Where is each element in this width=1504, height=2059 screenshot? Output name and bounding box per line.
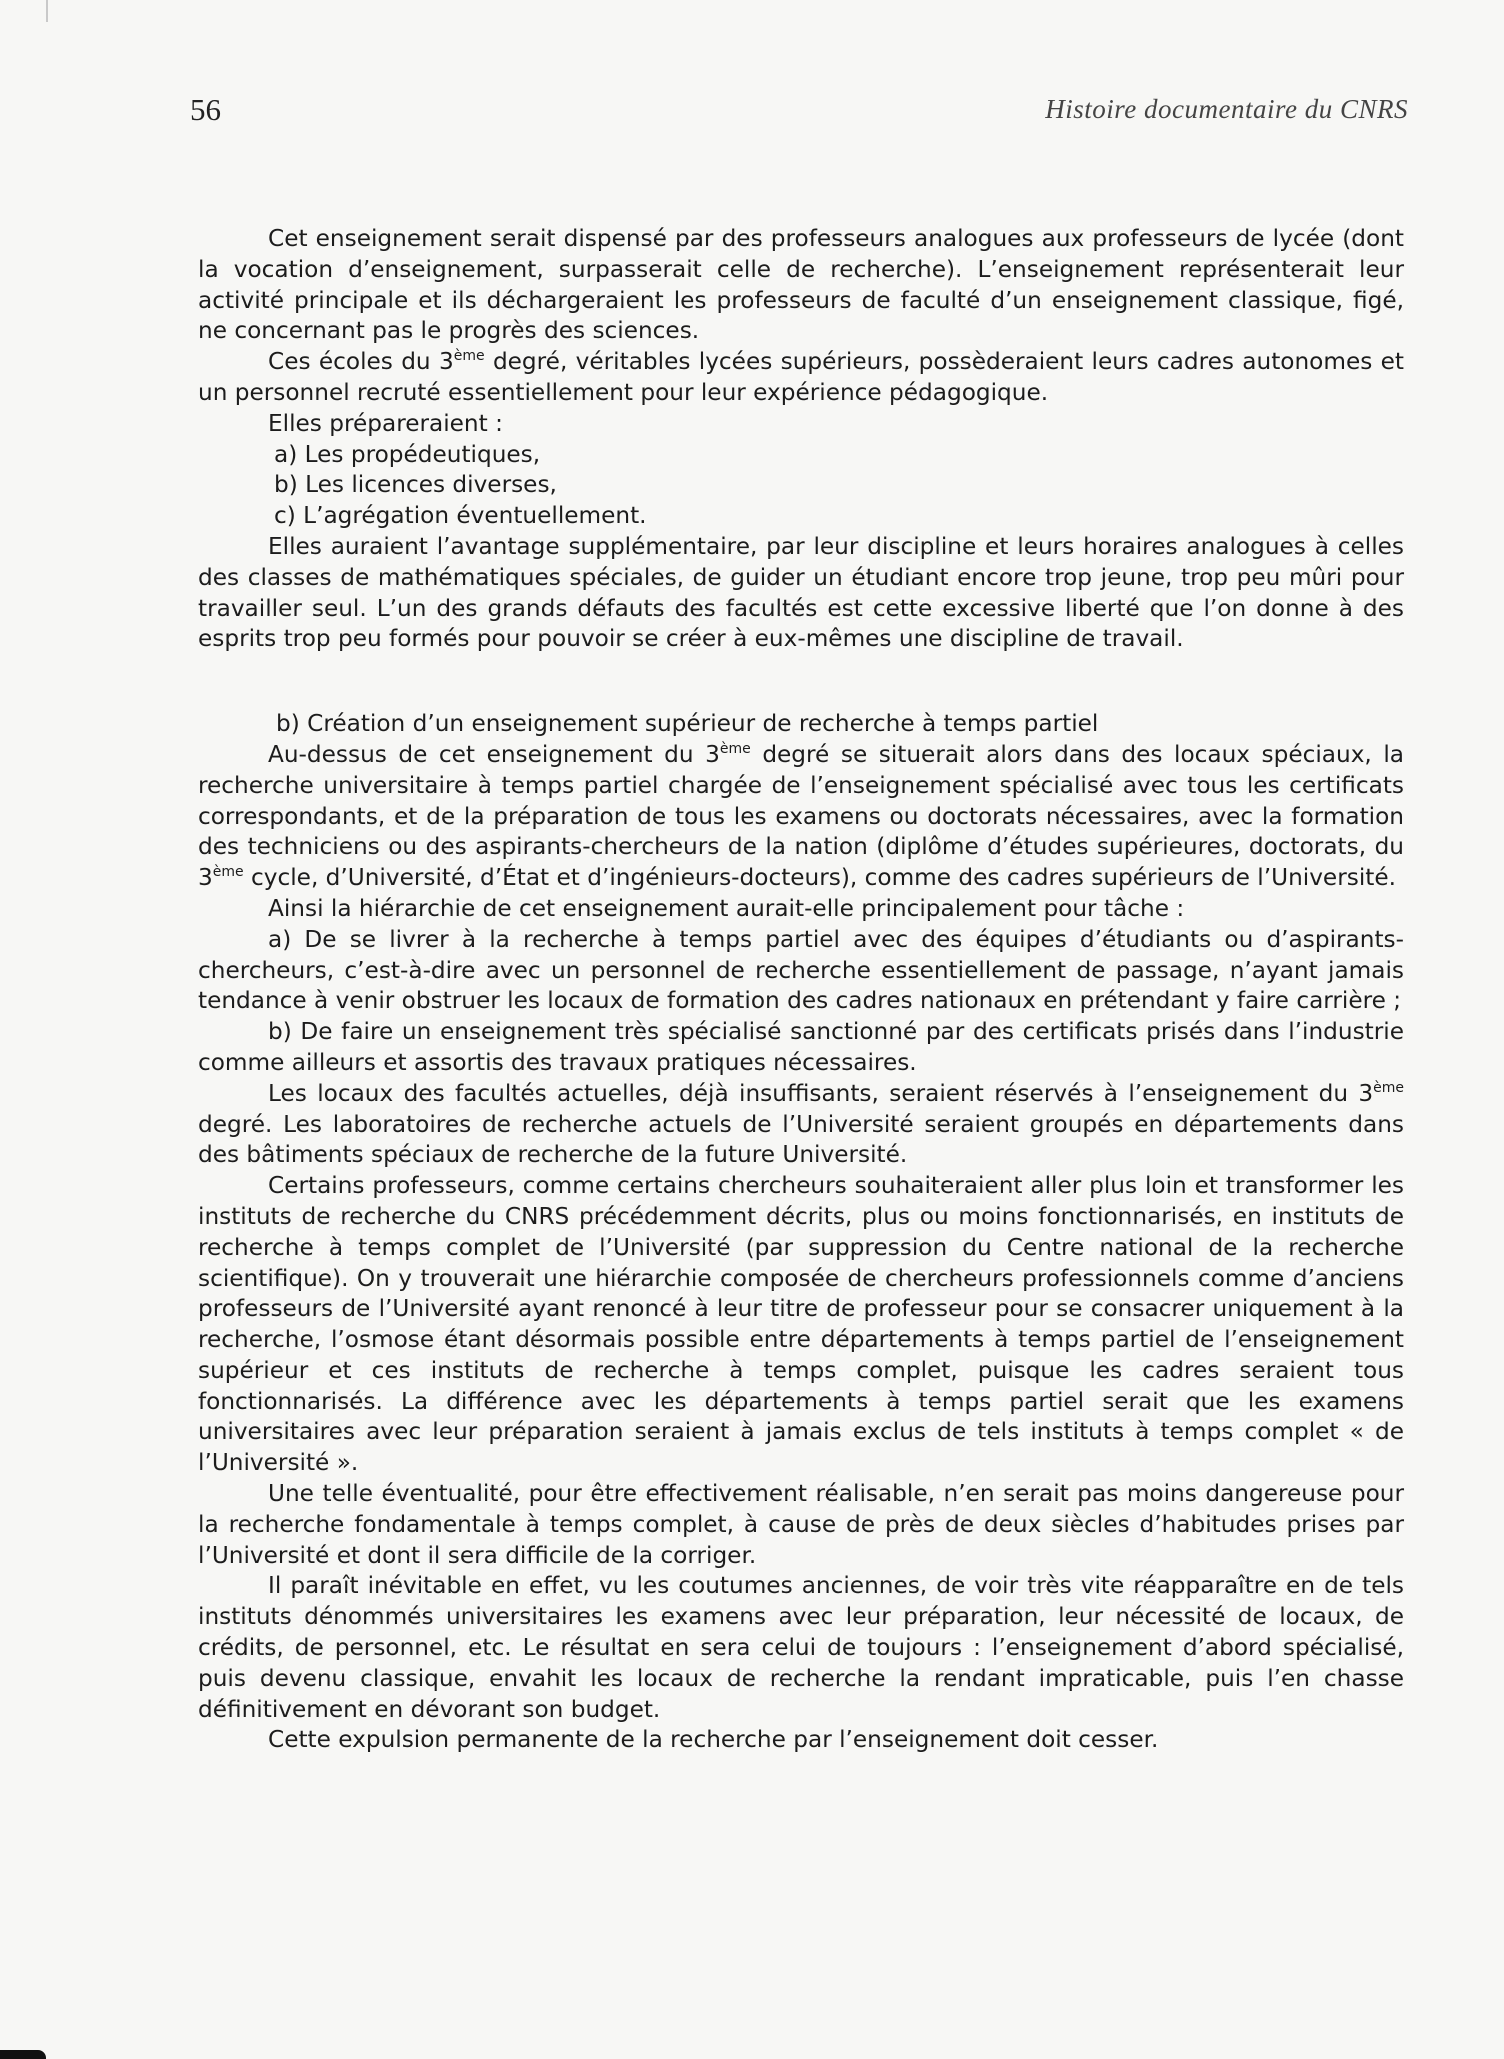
paragraph: Ces écoles du 3ème degré, véritables lycées supérieurs, possèderaient leurs cadres autonomes et un personnel recruté essentiellement pour leur expérience pédagogique. xyxy=(198,348,1405,406)
paragraph: Cet enseignement serait dispensé par des professeurs analogues aux professeurs de lycée (dont la vocation d’enseignement, surpasserait celle de recherche). L’enseignement représenterait leur activité principale et ils déchargeraient les professeurs de faculté d’un enseignement classique, figé, ne concernant pas le progrès des sciences. xyxy=(198,225,1404,345)
superscript: ème xyxy=(453,348,485,365)
list-item: c) L’agrégation éventuellement. xyxy=(274,502,647,530)
page-header xyxy=(190,92,1408,138)
paragraph: Certains professeurs, comme certains chercheurs souhaiteraient aller plus loin et transformer les instituts de recherche du CNRS précédemment décrits, plus ou moins fonctionnarisés, en instituts de recherche à temps complet de l’Université (par suppression du Centre national de la recherche scientifique). On y trouverait une hiérarchie composée de chercheurs professionnels comme d’anciens professeurs de l’Université ayant renoncé à leur titre de professeur pour se consacrer uniquement à la recherche, l’osmose étant désormais possible entre départements à temps partiel de l’enseignement supérieur et ces instituts de recherche à temps complet, puisque les cadres seraient tous fonctionnarisés. La différence avec les départements à temps partiel serait que les examens universitaires avec leur préparation seraient à jamais exclus de tels instituts à temps complet « de l’Université ». xyxy=(198,1172,1404,1477)
list-item: a) Les propédeutiques, xyxy=(274,440,541,468)
scan-corner-mark xyxy=(0,2050,46,2059)
running-title: Histoire documentaire du CNRS xyxy=(1045,94,1408,124)
section-heading: b) Création d’un enseignement supérieur de recherche à temps partiel xyxy=(276,710,1099,738)
paragraph: Elles auraient l’avantage supplémentaire, par leur discipline et leurs horaires analogues à celles des classes de mathématiques spéciales, de guider un étudiant encore trop jeune, trop peu mûri pour travailler seul. L’un des grands défauts des facultés est cette excessive liberté que l’on donne à des esprits trop peu formés pour pouvoir se créer à eux-mêmes une discipline de travail. xyxy=(198,532,1404,653)
superscript: ème xyxy=(1373,1079,1404,1096)
paragraph: Les locaux des facultés actuelles, déjà insuffisants, seraient réservés à l’enseignement du 3ème degré. Les laboratoires de recherche actuels de l’Université seraient groupés en départements dans des bâtiments spéciaux de recherche de la future Université. xyxy=(198,1079,1404,1169)
paragraph: Ainsi la hiérarchie de cet enseignement aurait-elle principalement pour tâche : xyxy=(268,894,1185,922)
paragraph: Une telle éventualité, pour être effectivement réalisable, n’en serait pas moins dangereuse pour la recherche fondamentale à temps complet, à cause de près de deux siècles d’habitudes prises par l’Université et dont il sera difficile de la corriger. xyxy=(198,1480,1404,1569)
body-text xyxy=(198,224,1404,1756)
paragraph: Cette expulsion permanente de la recherche par l’enseignement doit cesser. xyxy=(268,1726,1159,1754)
scan-edge-mark xyxy=(46,0,48,22)
page-number: 56 xyxy=(190,92,221,127)
paragraph: Il paraît inévitable en effet, vu les coutumes anciennes, de voir très vite réapparaître en de tels instituts dénommés universitaires les examens avec leur préparation, leur nécessité de locaux, de crédits, de personnel, etc. Le résultat en sera celui de toujours : l’enseignement d’abord spécialisé, puis devenu classique, envahit les locaux de recherche la rendant impraticable, puis l’en chasse définitivement en dévorant son budget. xyxy=(198,1572,1404,1723)
superscript: ème xyxy=(719,740,751,757)
paragraph: b) De faire un enseignement très spécialisé sanctionné par des certificats prisés dans l’industrie comme ailleurs et assortis des travaux pratiques nécessaires. xyxy=(198,1018,1404,1076)
superscript: ème xyxy=(212,864,244,881)
paragraph: Elles prépareraient : xyxy=(268,409,503,437)
paragraph: Au-dessus de cet enseignement du 3ème degré se situerait alors dans des locaux spéciaux, la recherche universitaire à temps partiel chargée de l’enseignement spécialisé avec tous les certificats correspondants, et de la préparation de tous les examens ou doctorats nécessaires, avec la formation des techniciens ou des aspirants-chercheurs de la nation (diplôme d’études supérieures, doctorats, du 3ème cycle, d’Université, d’État et d’ingénieurs-docteurs), comme des cadres supérieurs de l’Université. xyxy=(198,740,1404,892)
list-item: b) Les licences diverses, xyxy=(274,471,557,499)
paragraph: a) De se livrer à la recherche à temps partiel avec des équipes d’étudiants ou d’aspirants-chercheurs, c’est-à-dire avec un personnel de recherche essentiellement de passage, n’ayant jamais tendance à venir obstruer les locaux de formation des cadres nationaux en prétendant y faire carrière ; xyxy=(198,925,1404,1015)
